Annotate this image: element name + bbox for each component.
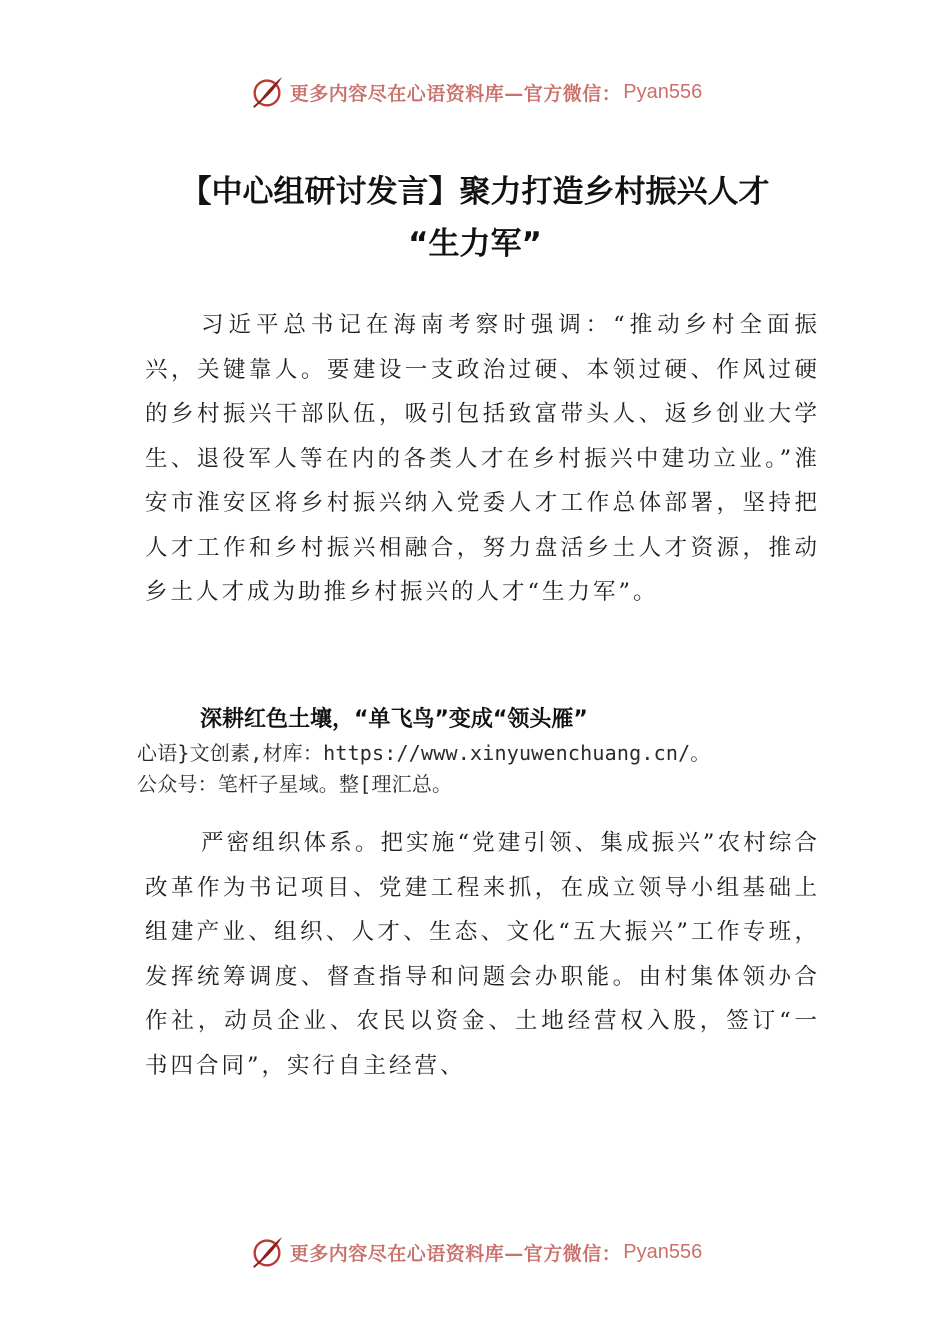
paragraph-organization: 严密组织体系。把实施“党建引领、集成振兴”农村综合改革作为书记项目、党建工程来抓，在成立领导小组基础上组建产业、组织、人才、生态、文化“五大振兴”工作专班，发挥统筹调度、督查指导和问题会办职能。由村集体领办合作社，动员企业、农民以资金、土地经营权入股，签订“一书四合同”，实行自主经营、 — [145, 830, 820, 1079]
watermark-line-2: 公众号：笔杆子星域。整[理汇总。 — [137, 772, 453, 796]
title-line-1: 【中心组研讨发言】聚力打造乡村振兴人才 — [180, 174, 770, 210]
quill-pen-logo-icon — [248, 73, 286, 111]
footer-banner — [0, 1232, 950, 1272]
wechat-handle: Pyan556 — [623, 1240, 703, 1263]
banner-text: 更多内容尽在心语资料库—官方微信： — [289, 1242, 622, 1265]
page-title — [0, 166, 950, 270]
quill-pen-logo-icon — [248, 1233, 286, 1271]
header-banner — [0, 72, 950, 112]
wechat-handle: Pyan556 — [623, 80, 703, 103]
banner-text: 更多内容尽在心语资料库—官方微信： — [289, 82, 622, 105]
section-heading: 深耕红色土壤，“单飞鸟”变成“领头雁” — [200, 707, 588, 732]
watermark-line-1: 心语}文创素,材库：https://www.xinyuwenchuang.cn/。 — [137, 741, 711, 765]
title-line-2: “生力军” — [408, 226, 542, 262]
watermark-text — [137, 738, 857, 800]
paragraph-intro: 习近平总书记在海南考察时强调：“推动乡村全面振兴，关键靠人。要建设一支政治过硬、本领过硬、作风过硬的乡村振兴干部队伍，吸引包括致富带头人、返乡创业大学生、退役军人等在内的各类人才在乡村振兴中建功立业。”淮安市淮安区将乡村振兴纳入党委人才工作总体部署，坚持把人才工作和乡村振兴相融合，努力盘活乡土人才资源，推动乡土人才成为助推乡村振兴的人才“生力军”。 — [145, 312, 820, 605]
